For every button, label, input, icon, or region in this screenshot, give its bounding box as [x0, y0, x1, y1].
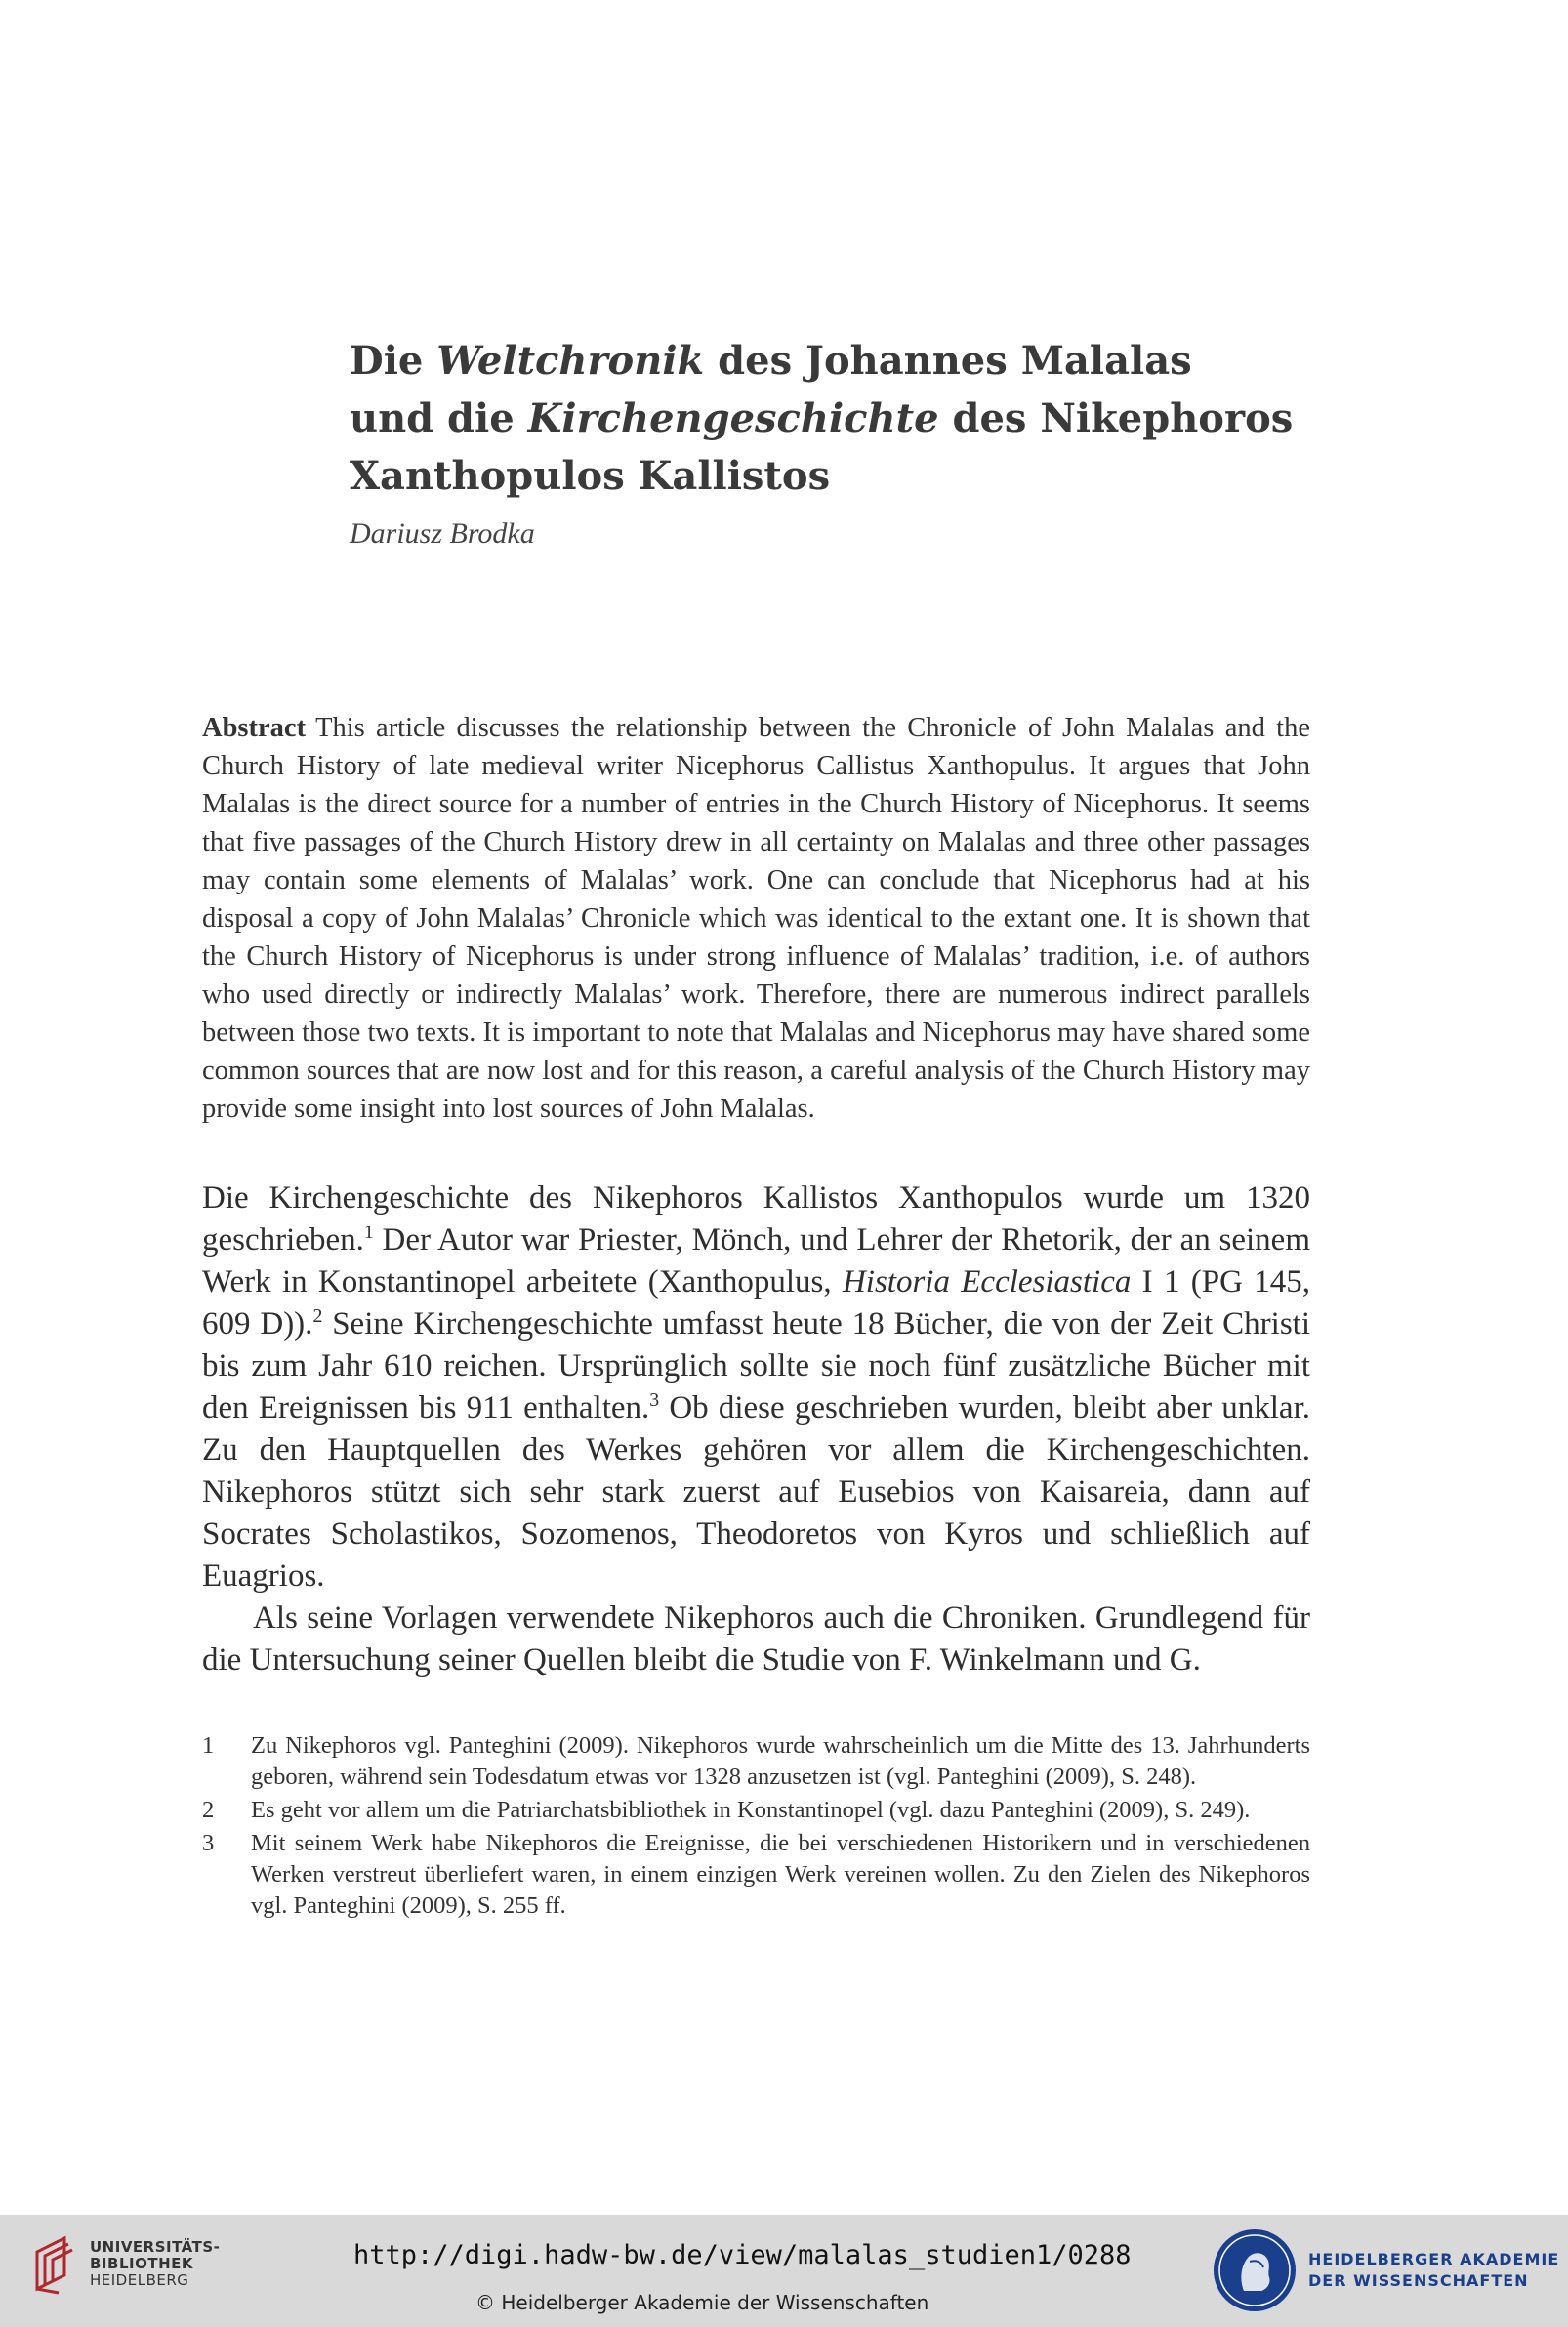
abstract-text: This article discusses the relationship between the Chronicle of John Malalas and the Church History of late medieval writer Nicephorus Callistus Xanthopulus. It argues that John Malalas is the direct source for a number of entries in the Church History of Nicephorus. It seems that five passages of the Church History drew in all certainty on Malalas and three other passages may contain some elements of Malalas’ work. One can conclude that Nicephorus had at his disposal a copy of John Malalas’ Chronicle which was identical to the extant one. It is shown that the Church History of Nicephorus is under strong influence of Malalas’ tradition, i.e. of authors who used directly or indirectly Malalas’ work. Therefore, there are numerous indirect parallels between those two texts. It is important to note that Malalas and Nicephorus may have shared some common sources that are now lost and for this reason, a careful analysis of the Church History may provide some insight into lost sources of John Malalas.: [202, 713, 1310, 1124]
academy-line: HEIDELBERGER AKADEMIE: [1308, 2250, 1560, 2268]
library-line: UNIVERSITÄTS-: [90, 2238, 221, 2256]
text-run: Ob diese geschrieben wurden, bleibt aber unklar. Zu den Hauptquellen des Werkes gehören vor allem die Kirchengeschichten. Nikephoros stützt sich sehr stark zuerst auf Eusebios von Kaisareia, dann auf Socrates Scholastikos, Sozomenos, Theodoretos von Kyros und schließlich auf Euagrios.: [202, 1391, 1310, 1594]
paragraph: Als seine Vorlagen verwendete Nikephoros auch die Chroniken. Grundlegend für die Untersuchung seiner Quellen bleibt die Studie von F. Winkelmann und G.: [202, 1600, 1310, 1678]
title-text: des Johannes Malalas: [704, 338, 1192, 384]
title-text: Die: [350, 338, 437, 384]
footnote-text: Zu Nikephoros vgl. Panteghini (2009). Nikephoros wurde wahrscheinlich um die Mitte des 13. Jahrhunderts geboren, während sein Todesdatum etwas vor 1328 anzusetzen ist (vgl. Panteghini (2009), S. 248).: [251, 1732, 1310, 1790]
title-text: und die: [350, 395, 528, 441]
footnote-ref: 3: [649, 1390, 660, 1411]
main-text: [202, 1178, 1310, 1682]
abstract-label: Abstract: [202, 713, 307, 743]
footnote: [202, 1730, 1310, 1793]
footnote-ref: 2: [312, 1306, 323, 1327]
library-line: BIBLIOTHEK: [90, 2255, 193, 2272]
article-title: [350, 332, 1326, 505]
footnote-text: Es geht vor allem um die Patriarchatsbibliothek in Konstantinopel (vgl. dazu Panteghini (2009), S. 249).: [251, 1797, 1251, 1823]
footnote-ref: 1: [363, 1222, 374, 1243]
work-title: Historia Ecclesiastica: [842, 1265, 1132, 1300]
text-run: Seine Kirchengeschichte umfasst heute 18 Bücher, die von der Zeit Christi bis zum Jahr 610 reichen. Ursprünglich sollte sie noch fünf zusätzliche Bücher mit den Ereignissen bis 911 enthalten.: [202, 1307, 1311, 1426]
title-italic: Weltchronik: [436, 338, 705, 384]
footnote-number: 1: [202, 1732, 215, 1759]
university-library-name: [90, 2239, 220, 2289]
academy-name: [1308, 2249, 1559, 2292]
academy-seal-icon: [1211, 2226, 1299, 2314]
title-line-3: Xanthopulos Kallistos: [350, 453, 831, 499]
footnote-text: Mit seinem Werk habe Nikephoros die Ereignisse, die bei verschiedenen Historikern und in verschiedenen Werken verstreut überliefert waren, in einem einzigen Werk vereinen wollen. Zu den Zielen des Nikephoros vgl. Panteghini (2009), S. 255 ff.: [251, 1830, 1310, 1919]
paragraph: [202, 1178, 1310, 1598]
title-text: des Nikephoros: [938, 395, 1294, 441]
title-line-1: [350, 332, 1326, 390]
text-run: Der Autor war Priester, Mönch, und Lehrer der Rhetorik, der an seinem Werk in Konstantinopel arbeitete (Xanthopulus,: [202, 1223, 1310, 1300]
text-run: Die Kirchengeschichte des Nikephoros Kallistos Xanthopulos wurde um 1320 geschrieben.: [202, 1181, 1310, 1258]
author-name: Dariusz Brodka: [350, 518, 535, 550]
footnote-number: 3: [202, 1830, 215, 1856]
footnotes: [202, 1730, 1310, 1924]
title-italic: Kirchengeschichte: [527, 395, 939, 441]
university-library-logo-icon: [29, 2228, 88, 2297]
title-line-2: [350, 390, 1326, 447]
library-line: HEIDELBERG: [90, 2271, 189, 2289]
abstract: [202, 709, 1310, 1128]
text-run: I 1 (PG 145, 609 D)).: [202, 1265, 1310, 1342]
footnote: [202, 1795, 1310, 1826]
copyright-notice: © Heidelberger Akademie der Wissenschaften: [475, 2291, 929, 2314]
academy-line: DER WISSENSCHAFTEN: [1308, 2271, 1529, 2290]
footnote-number: 2: [202, 1797, 215, 1823]
footnote: [202, 1828, 1310, 1922]
source-url-link[interactable]: http://digi.hadw-bw.de/view/malalas_studien1/0288: [353, 2240, 1132, 2270]
